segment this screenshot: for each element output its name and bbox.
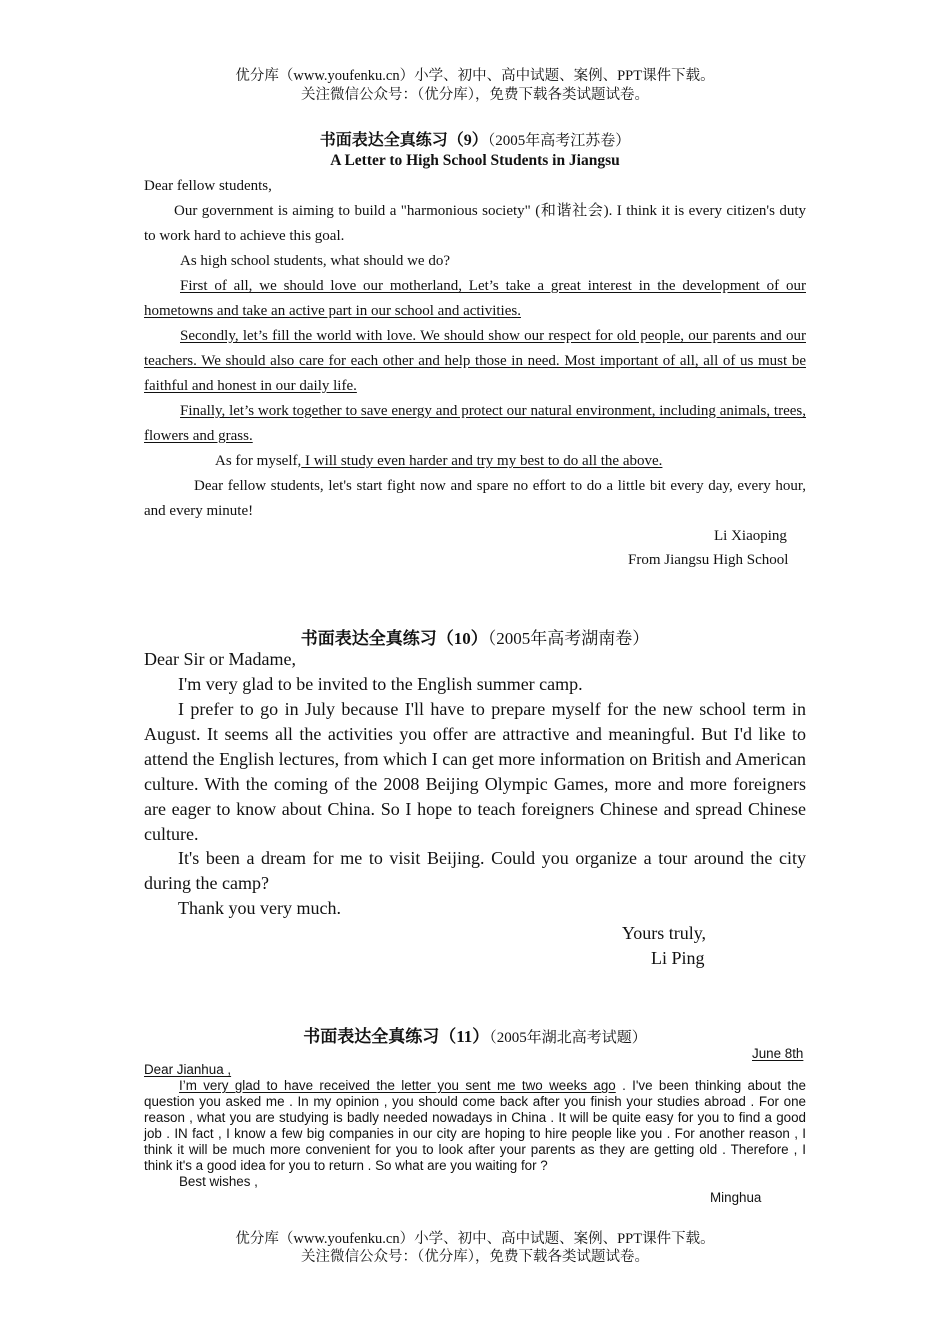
section10-paragraph-3: It's been a dream for me to visit Beijing. Could you organize a tour around the city during the camp?	[144, 848, 806, 893]
section11-paragraph-1	[144, 1078, 806, 1174]
section11-paragraph-1-underlined: I’m very glad to have received the letter you sent me two weeks ago	[179, 1078, 616, 1093]
section10-source: （2005年高考湖南卷）	[487, 629, 650, 648]
section9-subtitle: A Letter to High School Students in Jiangsu	[330, 152, 620, 169]
section9-signature-name: Li Xiaoping	[714, 528, 787, 544]
section9-paragraph-5: Finally, let’s work together to save energy and protect our natural environment, including animals, trees, flowers and grass.	[144, 403, 806, 444]
section9-paragraph-1: Our government is aiming to build a "harmonious society" (和谐社会). I think it is every citizen's duty to work hard to achieve this goal.	[144, 203, 806, 244]
section11-paragraph-1-rest: . I've been thinking about the question you asked me . In my opinion , you should come back after you finish your studies abroad . For one reason , what you are studying is badly needed nowadays in China . It will be quite easy for you to find a good job . IN fact , I know a few big companies in our city are hoping to hire people like you . For another reason , I think it will be much more convenient for you to look after your parents as they are getting old . Therefore , I think it's a good idea for you to return . So what are you waiting for ?	[144, 1078, 807, 1173]
section10-closing: Yours truly,	[622, 923, 707, 943]
section9-paragraph-3: First of all, we should love our motherland, Let’s take a great interest in the development of our hometowns and take an active part in our school and activities.	[144, 278, 806, 319]
section11-signature: Minghua	[710, 1190, 762, 1205]
section9-paragraph-4: Secondly, let’s fill the world with love. We should show our respect for old people, our parents and our teachers. We should also care for each other and help those in need. Most important of all, all of us must be faithful and honest in our daily life.	[144, 328, 806, 394]
section9-paragraph-6-plain: As for myself,	[215, 453, 302, 469]
section10-paragraph-1: I'm very glad to be invited to the English summer camp.	[178, 674, 583, 694]
section10-signature: Li Ping	[651, 948, 705, 968]
section11-closing: Best wishes ,	[179, 1174, 258, 1189]
section9-title-row	[0, 127, 950, 150]
section9-paragraph-6	[144, 449, 806, 474]
section10-greeting: Dear Sir or Madame,	[144, 649, 296, 669]
section9-paragraph-6-underlined: I will study even harder and try my best to do all the above.	[301, 453, 663, 469]
footer-line-2: 关注微信公众号：（优分库），免费下载各类试题试卷。	[301, 1249, 649, 1265]
section9-title: 书面表达全真练习（9）	[319, 132, 488, 149]
section10-paragraph-4: Thank you very much.	[178, 898, 341, 918]
section10-title: 书面表达全真练习（10）	[300, 629, 488, 648]
section9-source: （2005年高考江苏卷）	[487, 133, 631, 149]
section9-paragraph-7: Dear fellow students, let's start fight now and spare no effort to do a little bit every day, every hour, and every minute!	[144, 478, 806, 519]
section9-greeting: Dear fellow students,	[144, 178, 272, 194]
section10-title-row	[0, 624, 950, 649]
header-line-1: 优分库（www.youfenku.cn）小学、初中、高中试题、案例、PPT课件下载。	[235, 68, 715, 84]
section10-paragraph-2: I prefer to go in July because I'll have to prepare myself for the new school term in August. It seems all the activities you offer are attractive and meaningful. But I'd like to attend the English lectures, from which I can get more information on British and American culture. With the coming of the 2008 Beijing Olympic Games, more and more foreigners are eager to know about China. So I hope to teach foreigners Chinese and spread Chinese culture.	[144, 699, 806, 844]
section9-signature-school: From Jiangsu High School	[628, 552, 789, 568]
section11-greeting: Dear Jianhua ,	[144, 1062, 232, 1077]
header-line-2: 关注微信公众号：（优分库），免费下载各类试题试卷。	[301, 87, 649, 103]
section9-paragraph-2: As high school students, what should we do?	[180, 253, 450, 269]
section11-date: June 8th	[752, 1046, 804, 1061]
section11-source: （2005年湖北高考试题）	[489, 1030, 647, 1046]
section11-title-row	[0, 1022, 950, 1047]
footer-line-1: 优分库（www.youfenku.cn）小学、初中、高中试题、案例、PPT课件下载。	[235, 1231, 715, 1247]
section11-title: 书面表达全真练习（11）	[303, 1027, 490, 1046]
